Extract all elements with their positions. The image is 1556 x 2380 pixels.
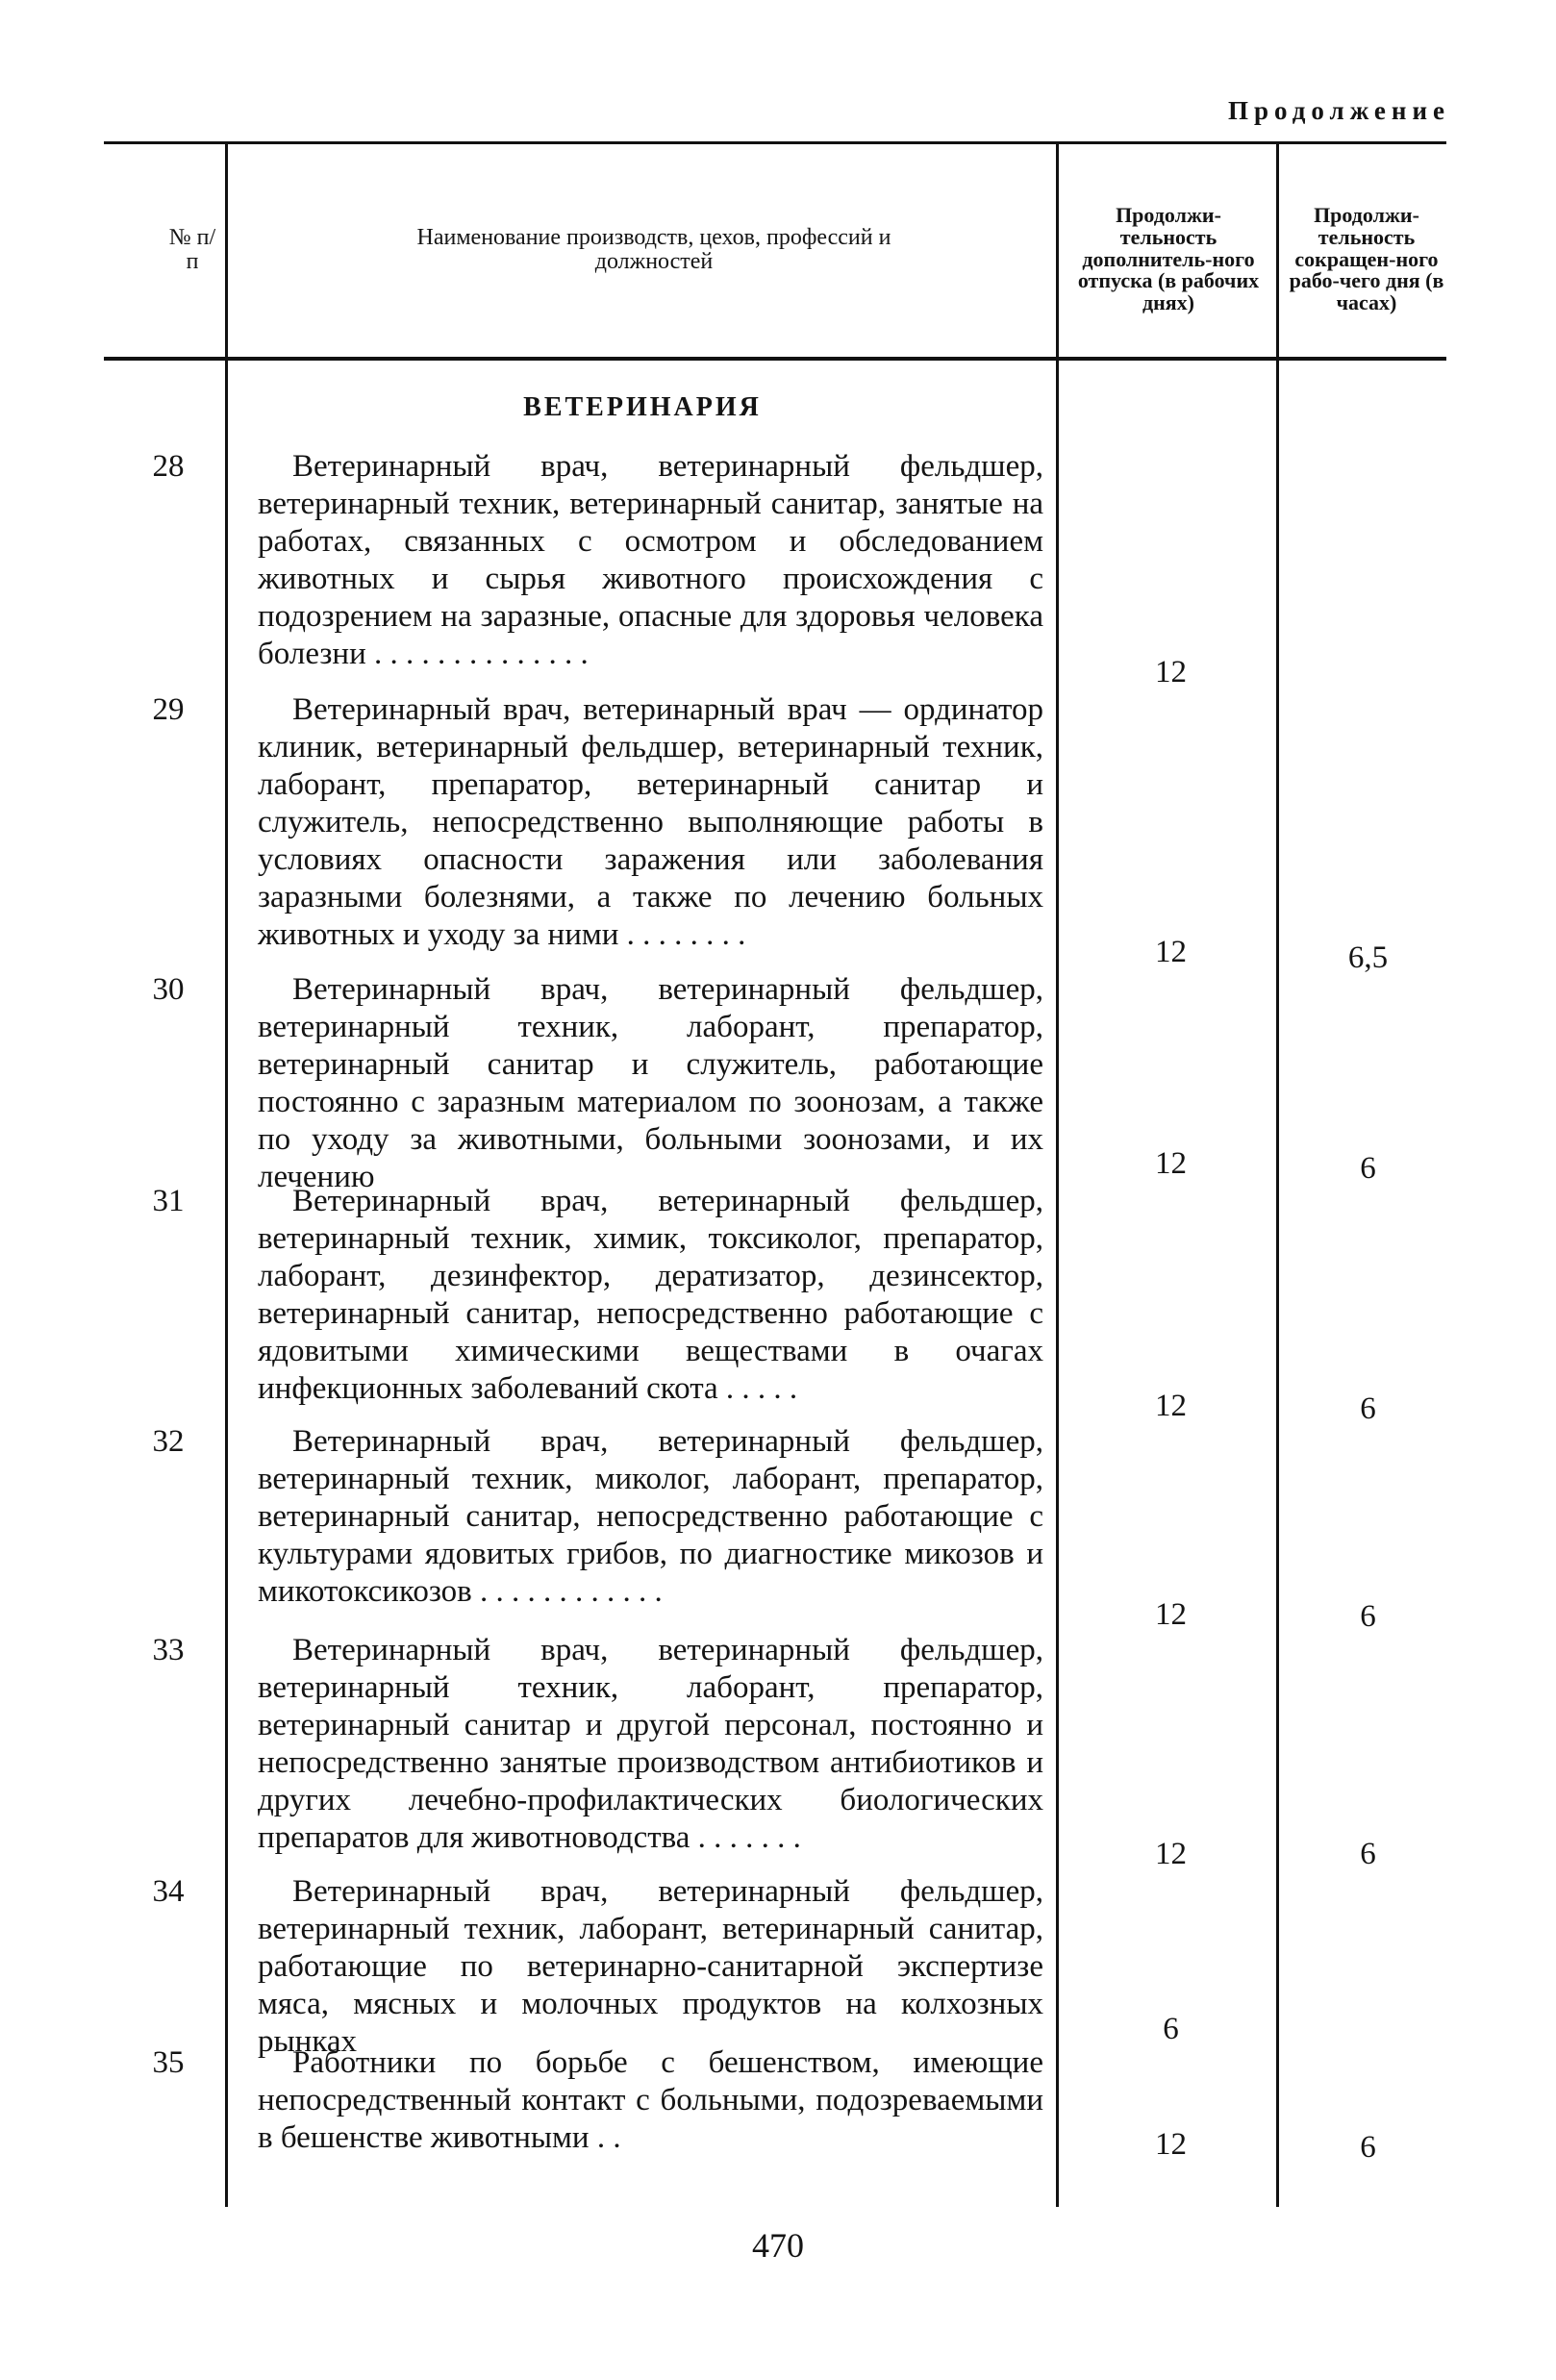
row-number: 35 (152, 2045, 185, 2080)
row-number: 29 (152, 692, 185, 727)
row-number: 33 (152, 1633, 185, 1667)
row-description (258, 1183, 1043, 1408)
row-description-text: Ветеринарный врач, ветеринарный фельдшер, ветеринарный техник, ветеринарный санитар, занятые на работах, связанных с осмотром и обследованием животных и сырья животного происхождения с подозрением на заразные, опасные для здоровья человека болезни . . . . . . . . . . . . . . (258, 449, 1043, 671)
row-leave-days: 12 (1155, 655, 1187, 689)
row-description-text: Ветеринарный врач, ветеринарный фельдшер, ветеринарный техник, миколог, лаборант, препаратор, ветеринарный санитар, непосредственно работающие с культурами ядовитых грибов, по диагностике микозов и микотоксикозов . . . . . . . . . . . . (258, 1424, 1043, 1609)
header-bottom-rule (104, 357, 1446, 361)
row-number: 31 (152, 1184, 185, 1218)
page-number: 470 (752, 2226, 804, 2265)
row-description (258, 2044, 1043, 2157)
row-workday-hours: 6 (1360, 1599, 1376, 1634)
row-leave-days: 12 (1155, 1837, 1187, 1871)
row-description (258, 1632, 1043, 1857)
row-description-text: Ветеринарный врач, ветеринарный фельдшер, ветеринарный техник, лаборант, препаратор, ветеринарный санитар и служитель, работающие постоянно с заразным материалом по зоонозам, а также по уходу за животными, больными зоонозами, и их лечению (258, 972, 1043, 1194)
row-description-text: Ветеринарный врач, ветеринарный фельдшер, ветеринарный техник, химик, токсиколог, препаратор, лаборант, дезинфектор, дератизатор, дезинсектор, ветеринарный санитар, непосредственно работающие с ядовитыми химическими веществами в очагах инфекционных заболеваний скота . . . . . (258, 1184, 1043, 1406)
row-description (258, 1423, 1043, 1611)
row-number: 32 (152, 1424, 185, 1459)
row-workday-hours: 6 (1360, 1837, 1376, 1871)
column-divider-name (1056, 141, 1059, 2207)
header-workday: Продолжи-тельность сокращен-ного рабо-чего дня (в часах) (1289, 202, 1444, 315)
row-leave-days: 6 (1163, 2012, 1179, 2046)
row-leave-days: 12 (1155, 1146, 1187, 1181)
row-description-text: Работники по борьбе с бешенством, имеющие непосредственный контакт с больными, подозреваемыми в бешенстве животными . . (258, 2045, 1043, 2155)
row-leave-days: 12 (1155, 935, 1187, 969)
row-description (258, 448, 1043, 673)
header-leave: Продолжи-тельность дополнитель-ного отпуска (в рабочих днях) (1077, 202, 1260, 315)
row-number: 34 (152, 1874, 185, 1909)
row-leave-days: 12 (1155, 1389, 1187, 1423)
row-workday-hours: 6 (1360, 1391, 1376, 1426)
row-leave-days: 12 (1155, 1597, 1187, 1632)
row-description (258, 971, 1043, 1196)
continuation-label: Продолжение (1228, 96, 1450, 125)
row-workday-hours: 6 (1360, 2130, 1376, 2165)
row-description (258, 1873, 1043, 2061)
table-top-rule (104, 141, 1446, 144)
row-number: 30 (152, 972, 185, 1007)
row-workday-hours: 6,5 (1347, 940, 1389, 975)
header-name: Наименование производств, цехов, профессий и должностей (416, 225, 891, 274)
row-leave-days: 12 (1155, 2127, 1187, 2162)
row-description (258, 691, 1043, 954)
row-number: 28 (152, 449, 185, 484)
row-workday-hours: 6 (1360, 1151, 1376, 1186)
header-number: № п/п (168, 225, 216, 274)
row-description-text: Ветеринарный врач, ветеринарный фельдшер, ветеринарный техник, лаборант, ветеринарный санитар, работающие по ветеринарно-санитарной экспертизе мяса, мясных и молочных продуктов на колхозных рынках (258, 1874, 1043, 2059)
section-title: ВЕТЕРИНАРИЯ (523, 392, 762, 422)
row-description-text: Ветеринарный врач, ветеринарный фельдшер, ветеринарный техник, лаборант, препаратор, ветеринарный санитар и другой персонал, постоянно и непосредственно занятые производством антибиотиков и других лечебно-профилактических биологических препаратов для животноводства . . . . . . . (258, 1633, 1043, 1855)
row-description-text: Ветеринарный врач, ветеринарный врач — ординатор клиник, ветеринарный фельдшер, ветеринарный техник, лаборант, препаратор, ветеринарный санитар и служитель, непосредственно выполняющие работы в условиях опасности заражения или заболевания заразными болезнями, а также по лечению больных животных и уходу за ними . . . . . . . . (258, 692, 1043, 952)
